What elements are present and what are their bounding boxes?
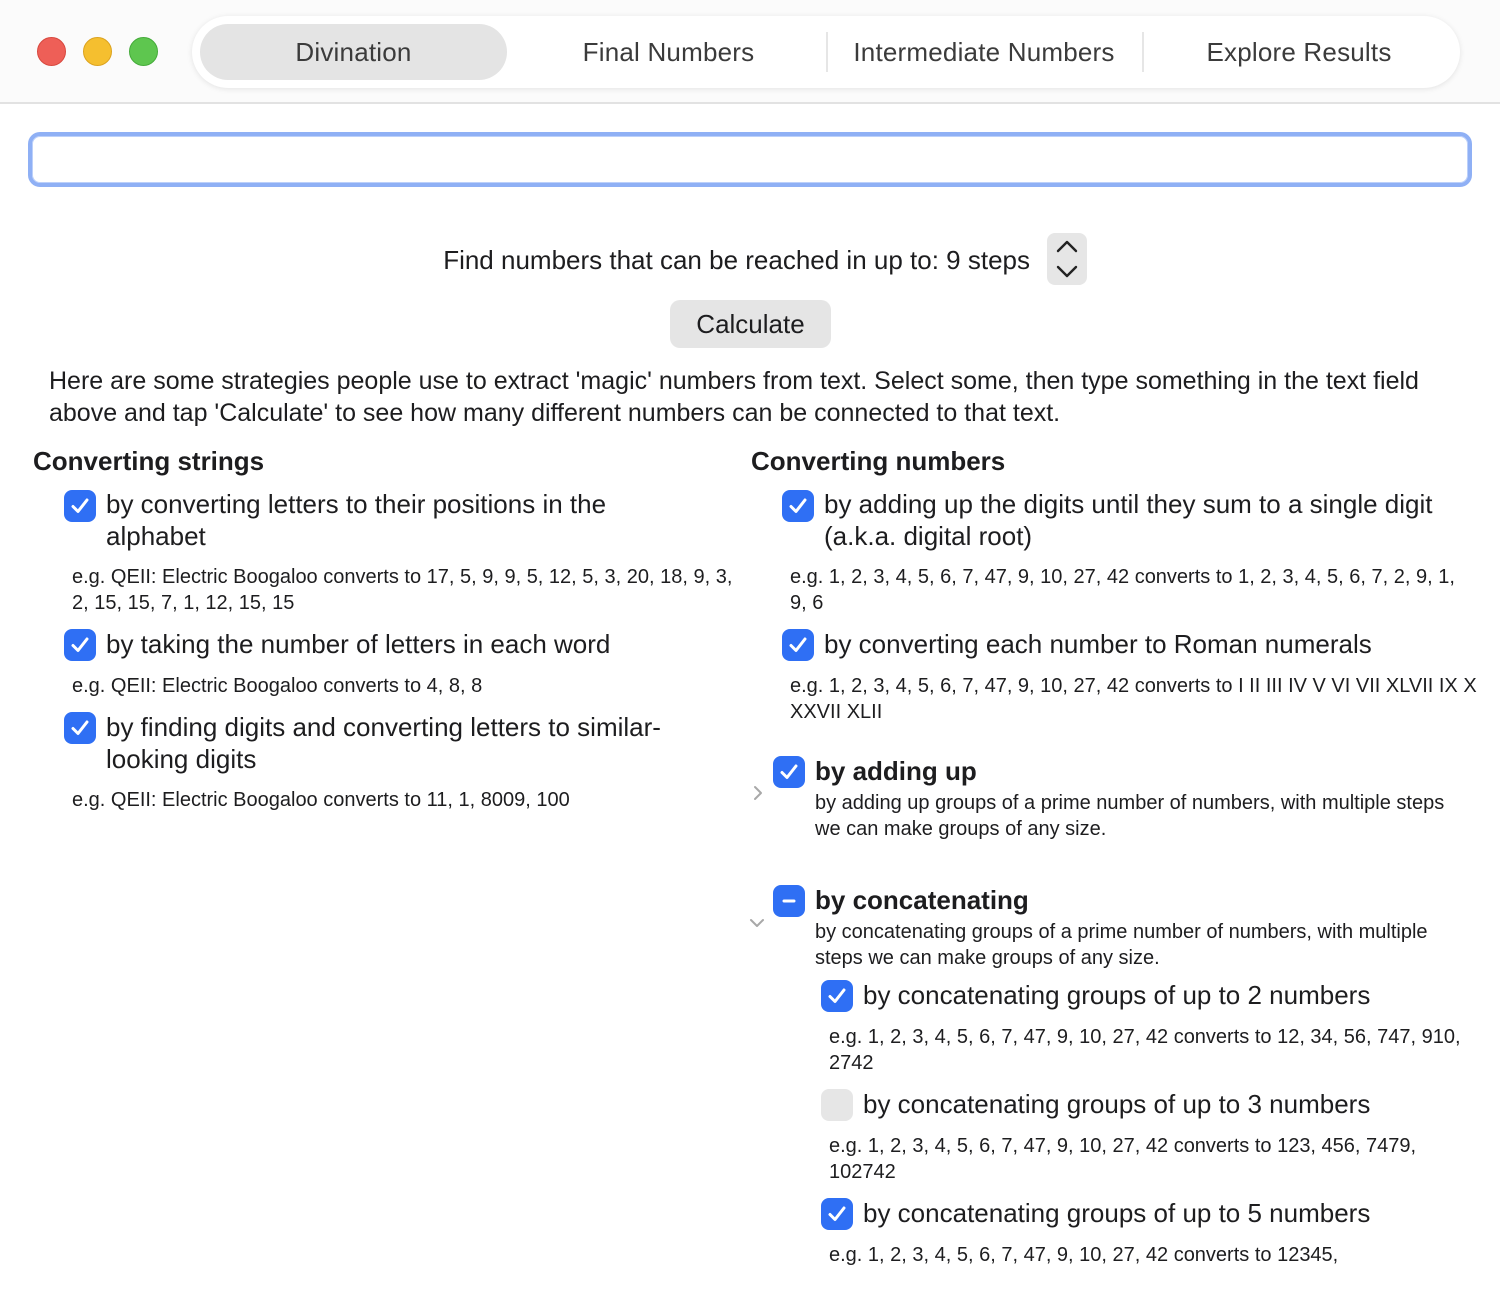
checkbox-letter-positions[interactable] — [64, 490, 96, 522]
tab-divider — [1142, 32, 1144, 72]
example-word-lengths: e.g. QEII: Electric Boogaloo converts to 4, 8, 8 — [72, 675, 483, 697]
tab-final-numbers[interactable]: Final Numbers — [582, 36, 755, 67]
tab-divination[interactable]: Divination — [200, 24, 507, 80]
stepper-decrement-button[interactable] — [1047, 259, 1087, 285]
checkmark-icon — [787, 634, 809, 656]
option-label-similar-digits: by finding digits and converting letters to similar-looking digits — [106, 712, 661, 774]
tab-explore-results[interactable]: Explore Results — [1206, 36, 1392, 67]
disclosure-chevron-right-icon[interactable] — [750, 785, 766, 801]
checkmark-icon — [826, 985, 848, 1007]
zoom-window-button[interactable] — [129, 37, 158, 66]
checkbox-digital-root[interactable] — [782, 490, 814, 522]
checkbox-concat-5[interactable] — [821, 1198, 853, 1230]
example-concat-5: e.g. 1, 2, 3, 4, 5, 6, 7, 47, 9, 10, 27, 42 converts to 12345, — [829, 1244, 1339, 1266]
title-bar — [0, 0, 1500, 104]
checkbox-adding-up[interactable] — [773, 756, 805, 788]
section-title-numbers: Converting numbers — [751, 446, 1006, 476]
option-label-concat-3: by concatenating groups of up to 3 numbers — [863, 1089, 1371, 1119]
section-title-strings: Converting strings — [33, 446, 265, 476]
group-title-concatenating: by concatenating — [815, 885, 1029, 915]
group-description-concatenating: by concatenating groups of a prime number of numbers, with multiple steps we can make groups of any size. — [815, 921, 1428, 969]
example-digital-root: e.g. 1, 2, 3, 4, 5, 6, 7, 47, 9, 10, 27, 42 converts to 1, 2, 3, 4, 5, 6, 7, 2, 9, 1, 9, 6 — [790, 566, 1455, 614]
tab-intermediate-numbers[interactable]: Intermediate Numbers — [853, 36, 1115, 67]
chevron-up-icon — [1056, 239, 1078, 253]
checkmark-icon — [787, 495, 809, 517]
checkbox-concat-2[interactable] — [821, 980, 853, 1012]
option-label-word-lengths: by taking the number of letters in each word — [106, 629, 611, 659]
example-letter-positions: e.g. QEII: Electric Boogaloo converts to 17, 5, 9, 9, 5, 12, 5, 3, 20, 18, 9, 3, 2, 15, 15, 7, 1, 12, 15, 15 — [72, 566, 733, 614]
option-label-roman-numerals: by converting each number to Roman numerals — [824, 629, 1372, 659]
group-title-adding-up: by adding up — [815, 756, 977, 786]
checkmark-icon — [69, 495, 91, 517]
example-similar-digits: e.g. QEII: Electric Boogaloo converts to 11, 1, 8009, 100 — [72, 789, 570, 811]
option-label-digital-root: by adding up the digits until they sum to a single digit (a.k.a. digital root) — [824, 489, 1433, 551]
disclosure-chevron-down-icon[interactable] — [749, 915, 765, 931]
steps-label: Find numbers that can be reached in up to: 9 steps — [443, 245, 1030, 275]
steps-stepper[interactable] — [1047, 233, 1087, 285]
close-window-button[interactable] — [37, 37, 66, 66]
option-label-concat-5: by concatenating groups of up to 5 numbers — [863, 1198, 1371, 1228]
tab-divider — [826, 32, 828, 72]
option-label-concat-2: by concatenating groups of up to 2 numbers — [863, 980, 1371, 1010]
checkbox-concatenating-mixed[interactable] — [773, 885, 805, 917]
chevron-down-icon — [1056, 265, 1078, 279]
option-label-letter-positions: by converting letters to their positions in the alphabet — [106, 489, 607, 551]
stepper-increment-button[interactable] — [1047, 233, 1087, 259]
example-roman-numerals: e.g. 1, 2, 3, 4, 5, 6, 7, 47, 9, 10, 27, 42 converts to I II III IV V VI VII XLVII IX X XXVII XLII — [790, 675, 1477, 723]
minus-icon — [778, 890, 800, 912]
checkbox-similar-digits[interactable] — [64, 712, 96, 744]
minimize-window-button[interactable] — [83, 37, 112, 66]
example-concat-2: e.g. 1, 2, 3, 4, 5, 6, 7, 47, 9, 10, 27, 42 converts to 12, 34, 56, 747, 910, 2742 — [829, 1026, 1461, 1074]
checkbox-concat-3[interactable] — [821, 1089, 853, 1121]
checkmark-icon — [69, 717, 91, 739]
text-input[interactable] — [28, 132, 1472, 187]
checkmark-icon — [69, 634, 91, 656]
checkbox-word-lengths[interactable] — [64, 629, 96, 661]
group-description-adding-up: by adding up groups of a prime number of numbers, with multiple steps we can make groups of any size. — [815, 792, 1445, 840]
calculate-button[interactable]: Calculate — [670, 300, 831, 348]
tab-bar — [192, 16, 1460, 88]
checkbox-roman-numerals[interactable] — [782, 629, 814, 661]
checkmark-icon — [826, 1203, 848, 1225]
checkmark-icon — [778, 761, 800, 783]
intro-text: Here are some strategies people use to extract 'magic' numbers from text. Select some, then type something in the text field above and tap 'Calculate' to see how many different numbers can be connected to that text. — [49, 367, 1419, 427]
example-concat-3: e.g. 1, 2, 3, 4, 5, 6, 7, 47, 9, 10, 27, 42 converts to 123, 456, 7479, 102742 — [829, 1135, 1417, 1183]
